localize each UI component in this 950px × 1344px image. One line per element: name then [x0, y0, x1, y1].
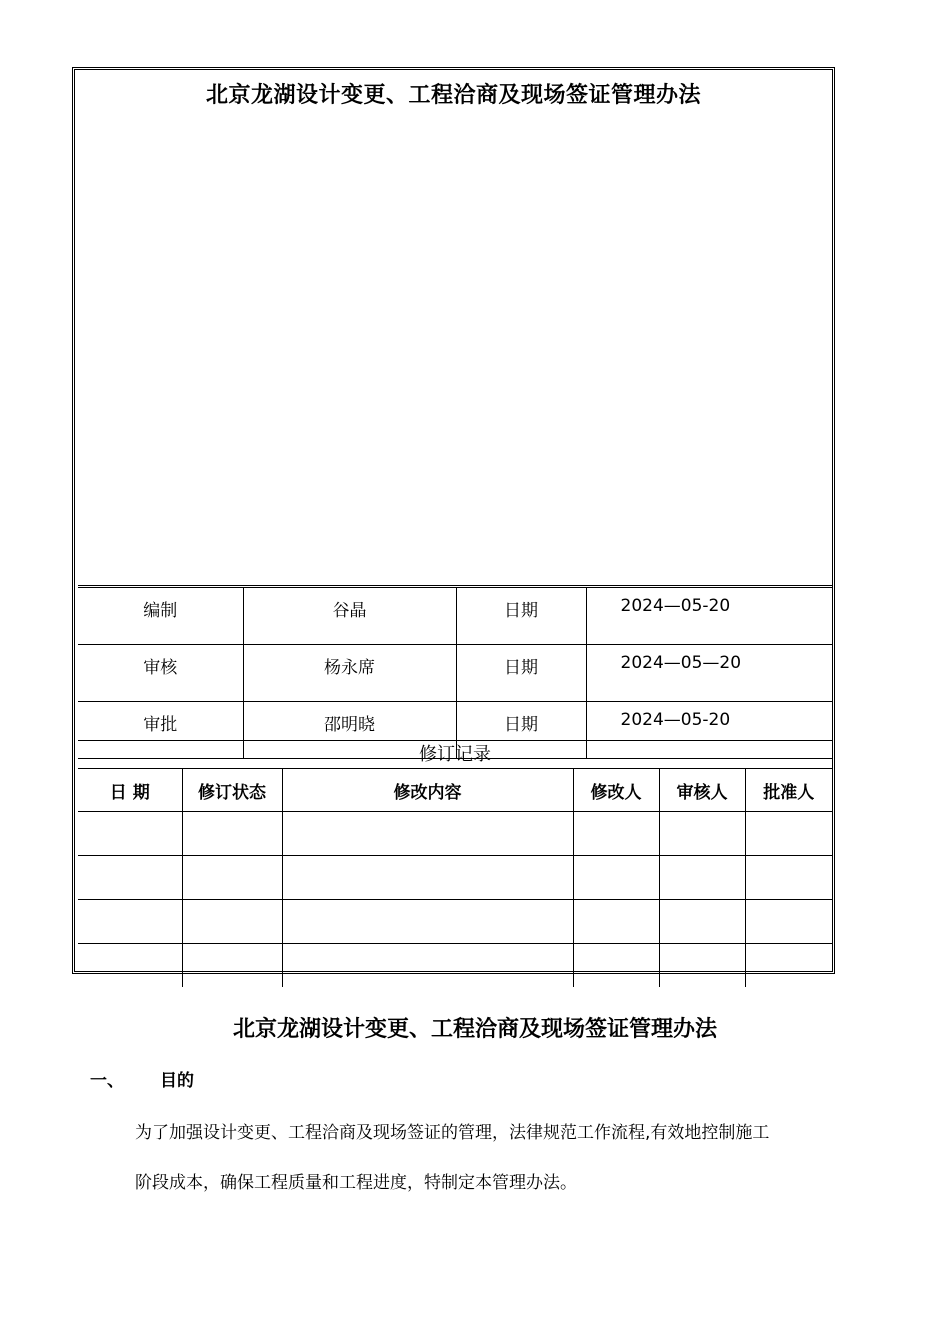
- table-cell: [659, 944, 745, 988]
- section-heading-text: 目的: [160, 1071, 194, 1091]
- revision-header-reviewer: 审核人: [659, 769, 745, 812]
- cover-frame: [72, 67, 835, 974]
- revision-header-approver: 批准人: [745, 769, 832, 812]
- signoff-role: 审核: [78, 645, 243, 702]
- signoff-name: 谷晶: [243, 587, 456, 645]
- document-title: 北京龙湖设计变更、工程洽商及现场签证管理办法: [232, 1017, 717, 1042]
- signoff-date-label: 日期: [456, 587, 586, 645]
- table-cell: [282, 944, 573, 988]
- table-cell: [282, 900, 573, 944]
- table-cell: [573, 856, 659, 900]
- revision-table: [78, 768, 832, 987]
- table-cell: [659, 812, 745, 856]
- signoff-row: [78, 587, 832, 645]
- section-number: 一、: [90, 1071, 124, 1091]
- table-cell: [78, 812, 182, 856]
- revision-caption: 修订记录: [78, 740, 832, 769]
- table-cell: [745, 812, 832, 856]
- table-cell: [659, 856, 745, 900]
- table-row: [78, 812, 832, 856]
- revision-header-editor: 修改人: [573, 769, 659, 812]
- table-cell: [282, 812, 573, 856]
- signoff-date: 2024—05-20: [586, 702, 832, 759]
- table-cell: [78, 944, 182, 988]
- revision-header-date: 日 期: [78, 769, 182, 812]
- table-cell: [745, 900, 832, 944]
- revision-header-row: [78, 769, 832, 812]
- signoff-row: [78, 645, 832, 702]
- table-cell: [573, 812, 659, 856]
- table-row: [78, 856, 832, 900]
- section-heading: [90, 1066, 194, 1091]
- table-cell: [78, 900, 182, 944]
- signoff-date-label: 日期: [456, 702, 586, 759]
- table-cell: [573, 900, 659, 944]
- table-cell: [573, 944, 659, 988]
- revision-header-status: 修订状态: [182, 769, 282, 812]
- table-cell: [182, 812, 282, 856]
- signoff-role: 编制: [78, 587, 243, 645]
- table-cell: [78, 856, 182, 900]
- table-cell: [182, 944, 282, 988]
- table-row: [78, 900, 832, 944]
- cover-title: 北京龙湖设计变更、工程洽商及现场签证管理办法: [205, 83, 701, 108]
- table-row: [78, 944, 832, 988]
- signoff-date-label: 日期: [456, 645, 586, 702]
- table-cell: [659, 900, 745, 944]
- table-cell: [282, 856, 573, 900]
- signoff-role: 审批: [78, 702, 243, 759]
- signoff-name: 邵明晓: [243, 702, 456, 759]
- table-cell: [182, 856, 282, 900]
- table-cell: [745, 944, 832, 988]
- paragraph-line: 阶段成本，确保工程质量和工程进度，特制定本管理办法。: [135, 1173, 577, 1193]
- purpose-paragraph: [135, 1108, 865, 1208]
- signoff-table: [78, 585, 832, 759]
- table-cell: [182, 900, 282, 944]
- signoff-date: 2024—05—20: [586, 645, 832, 702]
- table-cell: [745, 856, 832, 900]
- signoff-name: 杨永席: [243, 645, 456, 702]
- signoff-date: 2024—05-20: [586, 587, 832, 645]
- revision-header-content: 修改内容: [282, 769, 573, 812]
- paragraph-line: 为了加强设计变更、工程洽商及现场签证的管理，法律规范工作流程,有效地控制施工: [135, 1123, 770, 1143]
